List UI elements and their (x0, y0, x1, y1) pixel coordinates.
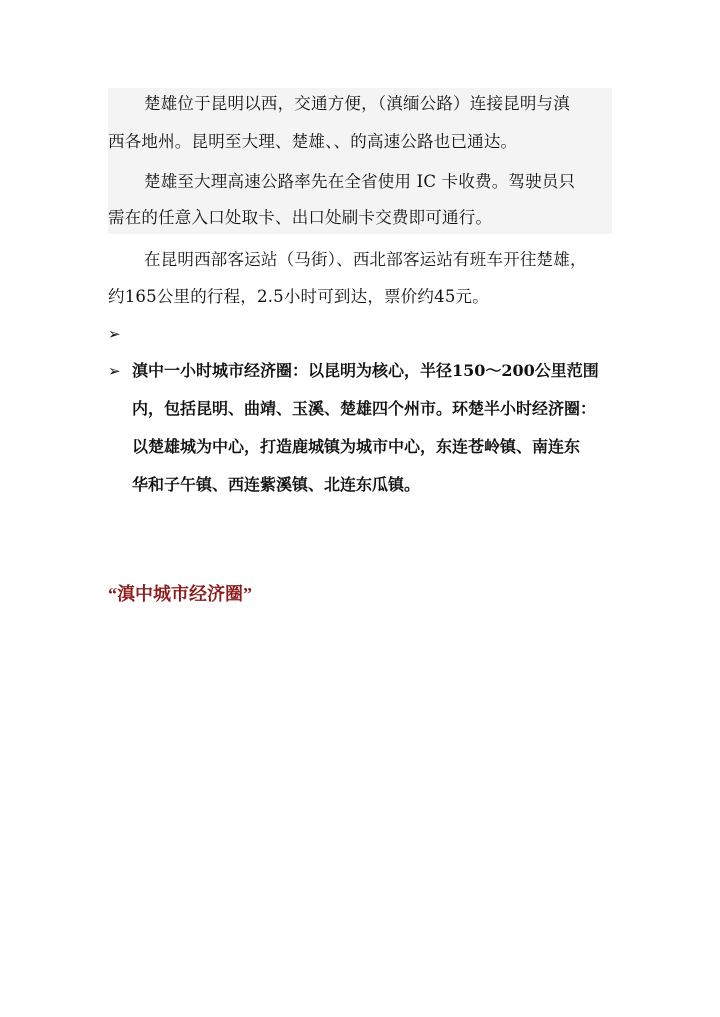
section-heading: “滇中城市经济圈” (108, 584, 252, 604)
paragraph-1-line-2: 西各地州。昆明至大理、楚雄、、的高速公路也已通达。 (108, 132, 518, 151)
bullet-item-line-2: 内，包括昆明、曲靖、玉溪、楚雄四个州市。环楚半小时经济圈： (132, 399, 597, 418)
paragraph-3-line-2: 约165公里的行程，2.5小时可到达，票价约45元。 (108, 287, 489, 306)
bullet-item-line-1: 滇中一小时城市经济圈：以昆明为核心，半径150～200公里范围 (132, 361, 599, 380)
bullet-arrow-icon: ➢ (108, 362, 121, 380)
bullet-item-line-3: 以楚雄城为中心，打造鹿城镇为城市中心，东连苍岭镇、南连东 (132, 437, 581, 456)
paragraph-2-line-1: 楚雄至大理高速公路率先在全省使用 IC 卡收费。驾驶员只 (144, 172, 576, 191)
paragraph-3-line-1: 在昆明西部客运站（马街）、西北部客运站有班车开往楚雄， (144, 250, 587, 269)
bullet-item-line-4: 华和子午镇、西连紫溪镇、北连东瓜镇。 (132, 475, 421, 494)
paragraph-1-line-1: 楚雄位于昆明以西，交通方便，（滇缅公路）连接昆明与滇 (144, 94, 570, 113)
bullet-arrow-icon: ➢ (108, 325, 121, 343)
paragraph-2-line-2: 需在的任意入口处取卡、出口处刷卡交费即可通行。 (108, 208, 493, 227)
